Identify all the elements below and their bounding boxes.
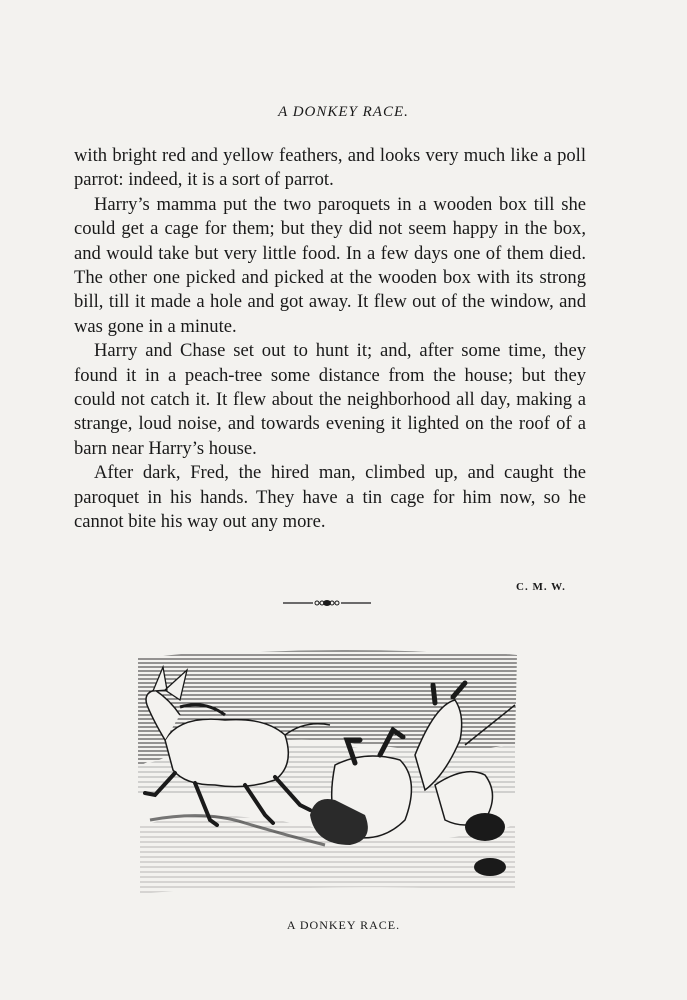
paragraph-4: After dark, Fred, the hired man, climbed up, and caught the paroquet in his hands. They have a tin cage for him now, so he cannot bite his way out any more. — [74, 462, 586, 533]
paragraph-1: with bright red and yellow feathers, and looks very much like a poll parrot: indeed, it is a sort of parrot. — [74, 145, 586, 191]
story-text — [74, 144, 586, 535]
illustration-caption: A DONKEY RACE. — [286, 918, 401, 932]
donkey-race-engraving — [135, 645, 520, 900]
running-title: A DONKEY RACE. — [278, 104, 409, 120]
section-divider-ornament — [283, 596, 371, 610]
paragraph-3: Harry and Chase set out to hunt it; and, after some time, they found it in a peach-tree some distance from the house; but they could not catch it. It flew about the neighborhood all day, making a strange, loud noise, and towards evening it lighted on the roof of a barn near Harry’s house. — [74, 340, 586, 459]
author-initials: C. M. W. — [516, 581, 566, 593]
paragraph-2: Harry’s mamma put the two paroquets in a wooden box till she could get a cage for them; but they did not seem happy in the box, and would take but very little food. In a few days one of them died. The other one picked and picked at the wooden box with its strong bill, till it made a hole and got away. It flew out of the window, and was gone in a minute. — [74, 193, 586, 337]
